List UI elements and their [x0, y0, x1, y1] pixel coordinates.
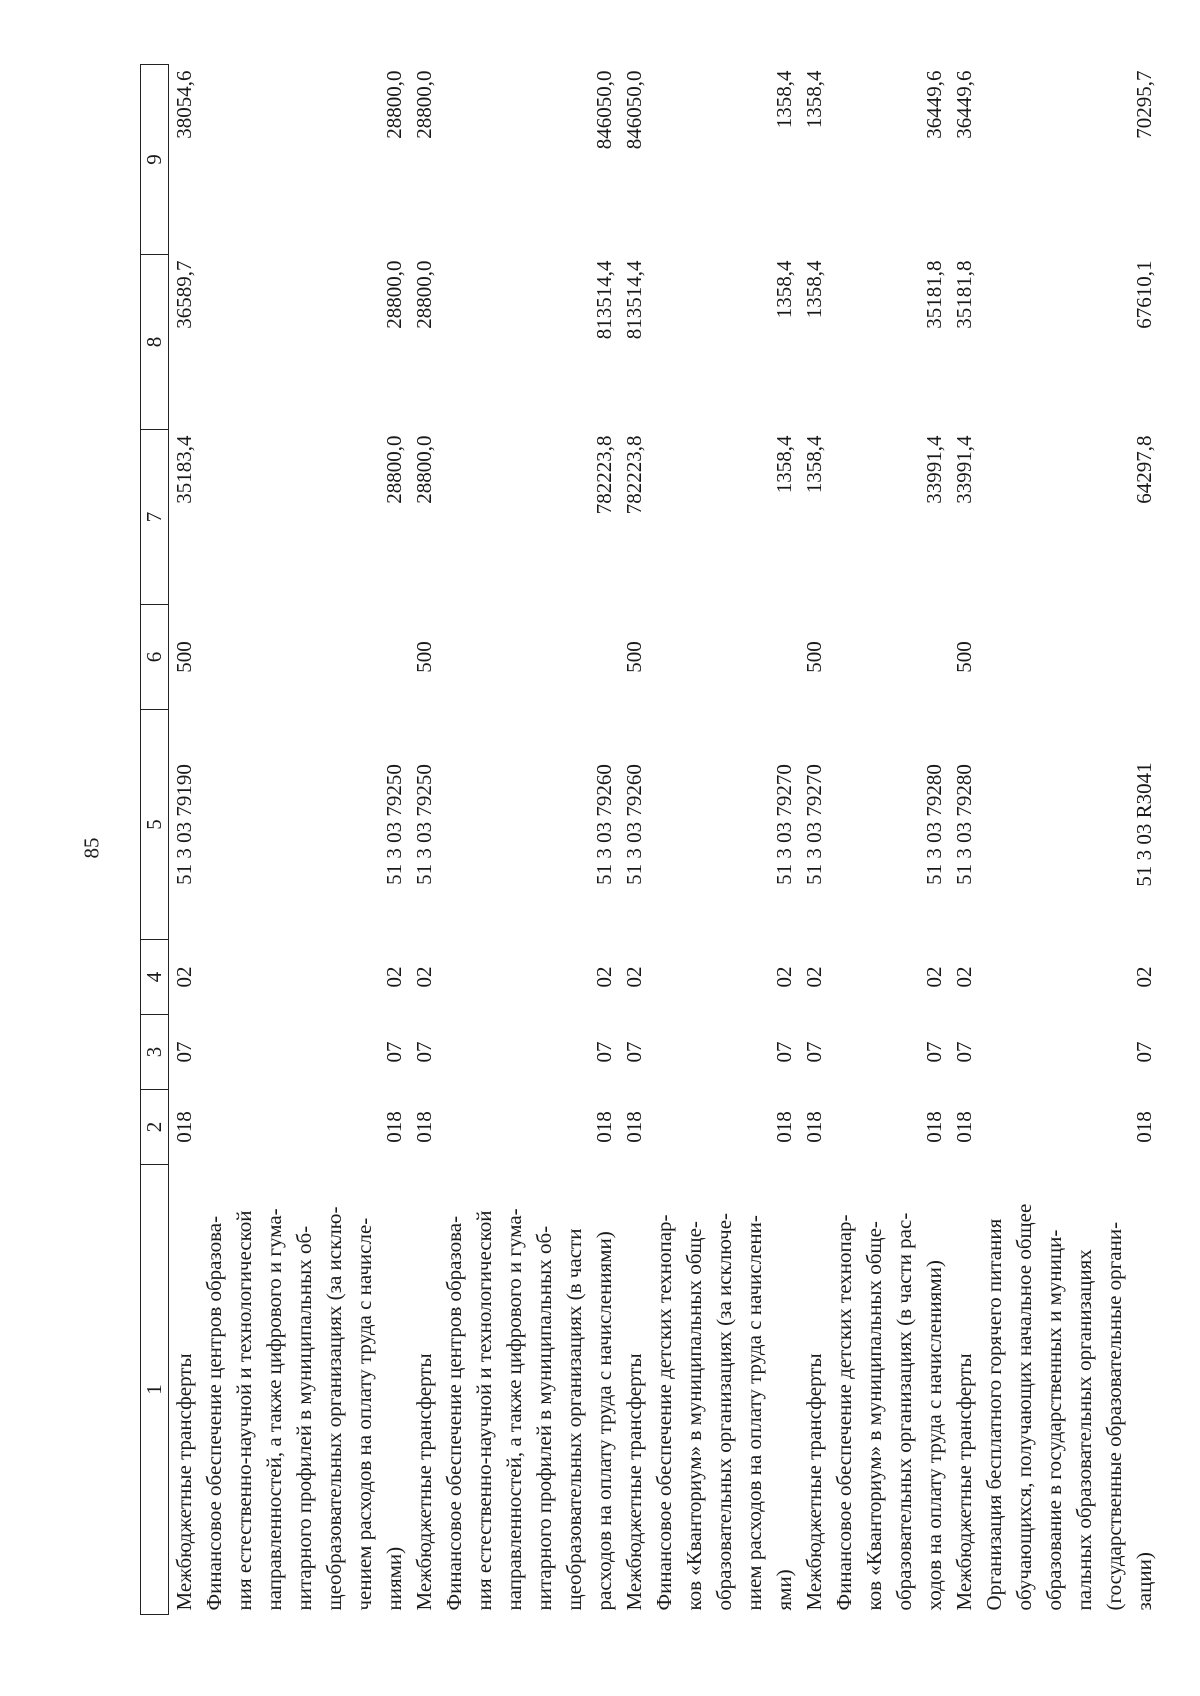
section-code: 07: [952, 1041, 976, 1063]
agency-code: 018: [622, 1111, 646, 1143]
header-row: [141, 65, 169, 1615]
agency-code: 018: [382, 1111, 406, 1143]
amount-year-2: 813514,4: [592, 260, 616, 340]
amount-year-3: 38054,6: [172, 70, 196, 139]
description-line: Финансовое обеспечение детских технопар-: [832, 1214, 856, 1611]
section-code: 07: [592, 1041, 616, 1063]
section-code: 07: [172, 1041, 196, 1063]
column-header-6: 6: [141, 605, 169, 710]
target-article-code: 51 3 03 79190: [172, 764, 196, 885]
expense-type-code: 500: [952, 641, 976, 673]
row-description: [949, 1165, 979, 1615]
table-row: [949, 65, 979, 1615]
amount-year-3: 36449,6: [952, 70, 976, 139]
description-line: направленностей, а также цифрового и гума-: [502, 1208, 526, 1611]
description-line: Финансовое обеспечение детских технопар-: [652, 1214, 676, 1611]
expense-type-code: 500: [802, 641, 826, 673]
subsection-code: 02: [592, 966, 616, 988]
subsection-code: 02: [622, 966, 646, 988]
description-line: расходов на оплату труда с начислениями): [592, 1231, 616, 1611]
description-line: Межбюджетные трансферты: [622, 1353, 646, 1611]
row-description: [169, 1165, 200, 1615]
description-line: (государственные образовательные органи-: [1102, 1221, 1126, 1611]
target-article-code: 51 3 03 79260: [592, 764, 616, 885]
table-row: [649, 65, 799, 1615]
column-header-1: 1: [141, 1165, 169, 1615]
table-row: [409, 65, 439, 1615]
amount-year-1: 35183,4: [172, 435, 196, 504]
expense-type-code: 500: [622, 641, 646, 673]
amount-year-3: 36449,6: [922, 70, 946, 139]
description-line: нитарного профилей в муниципальных об-: [292, 1225, 316, 1611]
description-line: Межбюджетные трансферты: [412, 1353, 436, 1611]
amount-year-3: 70295,7: [1132, 70, 1156, 139]
amount-year-3: 846050,0: [622, 70, 646, 150]
description-line: направленностей, а также цифрового и гума-: [262, 1208, 286, 1611]
expense-type-code: 500: [172, 641, 196, 673]
agency-code: 018: [802, 1111, 826, 1143]
amount-year-1: 33991,4: [922, 435, 946, 504]
row-description: [619, 1165, 649, 1615]
agency-code: 018: [412, 1111, 436, 1143]
target-article-code: 51 3 03 79260: [622, 764, 646, 885]
subsection-code: 02: [172, 966, 196, 988]
agency-code: 018: [172, 1111, 196, 1143]
amount-year-2: 67610,1: [1132, 260, 1156, 329]
budget-table: [140, 64, 1159, 1615]
amount-year-3: 1358,4: [802, 70, 826, 129]
description-line: Финансовое обеспечение центров образова-: [202, 1215, 226, 1611]
amount-year-1: 1358,4: [802, 435, 826, 494]
row-description: [979, 1165, 1159, 1615]
section-code: 07: [922, 1041, 946, 1063]
description-line: щеобразовательных организациях (в части: [562, 1228, 586, 1611]
section-code: 07: [622, 1041, 646, 1063]
amount-year-2: 28800,0: [382, 260, 406, 329]
row-description: [829, 1165, 949, 1615]
section-code: 07: [772, 1041, 796, 1063]
column-header-9: 9: [141, 65, 169, 255]
subsection-code: 02: [382, 966, 406, 988]
description-line: ков «Кванториум» в муниципальных обще-: [682, 1221, 706, 1611]
amount-year-3: 28800,0: [382, 70, 406, 139]
expense-type-code: [829, 605, 949, 710]
amount-year-1: 1358,4: [772, 435, 796, 494]
column-header-8: 8: [141, 255, 169, 430]
expense-type-code: [649, 605, 799, 710]
table-row: [619, 65, 649, 1615]
row-description: [649, 1165, 799, 1615]
amount-year-2: 36589,7: [172, 260, 196, 329]
target-article-code: 51 3 03 R3041: [1132, 762, 1156, 887]
table-row: [169, 65, 200, 1615]
description-line: пальных образовательных организациях: [1072, 1249, 1096, 1611]
description-line: ния естественно-научной и технологической: [472, 1210, 496, 1611]
agency-code: 018: [952, 1111, 976, 1143]
table-body: [169, 65, 1160, 1615]
table-row: [799, 65, 829, 1615]
subsection-code: 02: [802, 966, 826, 988]
amount-year-2: 28800,0: [412, 260, 436, 329]
subsection-code: 02: [772, 966, 796, 988]
amount-year-2: 35181,8: [922, 260, 946, 329]
description-line: ниями): [382, 1546, 406, 1611]
table-row: [979, 65, 1159, 1615]
description-line: щеобразовательных организациях (за исклю-: [322, 1206, 346, 1611]
subsection-code: 02: [1132, 966, 1156, 988]
column-header-2: 2: [141, 1090, 169, 1165]
amount-year-1: 33991,4: [952, 435, 976, 504]
table-row: [439, 65, 619, 1615]
subsection-code: 02: [412, 966, 436, 988]
subsection-code: 02: [922, 966, 946, 988]
description-line: ков «Кванториум» в муниципальных обще-: [862, 1221, 886, 1611]
expense-type-code: [199, 605, 409, 710]
section-code: 07: [1132, 1041, 1156, 1063]
description-line: нием расходов на оплату труда с начислени-: [742, 1215, 766, 1611]
agency-code: 018: [592, 1111, 616, 1143]
description-line: Финансовое обеспечение центров образова-: [442, 1215, 466, 1611]
amount-year-2: 1358,4: [802, 260, 826, 319]
amount-year-1: 782223,8: [592, 435, 616, 515]
amount-year-2: 813514,4: [622, 260, 646, 340]
agency-code: 018: [1132, 1111, 1156, 1143]
description-line: Межбюджетные трансферты: [172, 1353, 196, 1611]
table-row: [199, 65, 409, 1615]
description-line: Межбюджетные трансферты: [802, 1353, 826, 1611]
subsection-code: 02: [952, 966, 976, 988]
expense-type-code: 500: [412, 641, 436, 673]
target-article-code: 51 3 03 79270: [802, 764, 826, 885]
description-line: ями): [772, 1569, 796, 1611]
column-header-5: 5: [141, 710, 169, 940]
section-code: 07: [412, 1041, 436, 1063]
row-description: [439, 1165, 619, 1615]
amount-year-3: 28800,0: [412, 70, 436, 139]
amount-year-3: 1358,4: [772, 70, 796, 129]
column-header-7: 7: [141, 430, 169, 605]
amount-year-2: 35181,8: [952, 260, 976, 329]
description-line: нитарного профилей в муниципальных об-: [532, 1225, 556, 1611]
target-article-code: 51 3 03 79270: [772, 764, 796, 885]
amount-year-1: 28800,0: [382, 435, 406, 504]
description-line: образовательных организациях (за исключе-: [712, 1212, 736, 1611]
rotated-table-container: [140, 65, 1156, 1615]
description-line: ния естественно-научной и технологической: [232, 1210, 256, 1611]
amount-year-3: 846050,0: [592, 70, 616, 150]
expense-type-code: [979, 605, 1159, 710]
row-description: [409, 1165, 439, 1615]
section-code: 07: [802, 1041, 826, 1063]
target-article-code: 51 3 03 79250: [412, 764, 436, 885]
row-description: [799, 1165, 829, 1615]
table-row: [829, 65, 949, 1615]
target-article-code: 51 3 03 79280: [952, 764, 976, 885]
amount-year-2: 1358,4: [772, 260, 796, 319]
target-article-code: 51 3 03 79280: [922, 764, 946, 885]
amount-year-1: 28800,0: [412, 435, 436, 504]
amount-year-1: 64297,8: [1132, 435, 1156, 504]
row-description: [199, 1165, 409, 1615]
expense-type-code: [439, 605, 619, 710]
description-line: ходов на оплату труда с начислениями): [922, 1260, 946, 1611]
description-line: образование в государственных и муници-: [1042, 1229, 1066, 1611]
description-line: Организация бесплатного горячего питания: [982, 1218, 1006, 1611]
description-line: обучающихся, получающих начальное общее: [1012, 1203, 1036, 1611]
agency-code: 018: [922, 1111, 946, 1143]
column-header-4: 4: [141, 940, 169, 1015]
page-number: 85: [79, 837, 104, 859]
description-line: чением расходов на оплату труда с начисле-: [352, 1217, 376, 1611]
column-header-3: 3: [141, 1015, 169, 1090]
amount-year-1: 782223,8: [622, 435, 646, 515]
section-code: 07: [382, 1041, 406, 1063]
description-line: Межбюджетные трансферты: [952, 1353, 976, 1611]
agency-code: 018: [772, 1111, 796, 1143]
target-article-code: 51 3 03 79250: [382, 764, 406, 885]
description-line: образовательных организациях (в части рас-: [892, 1212, 916, 1611]
description-line: зации): [1132, 1552, 1156, 1611]
